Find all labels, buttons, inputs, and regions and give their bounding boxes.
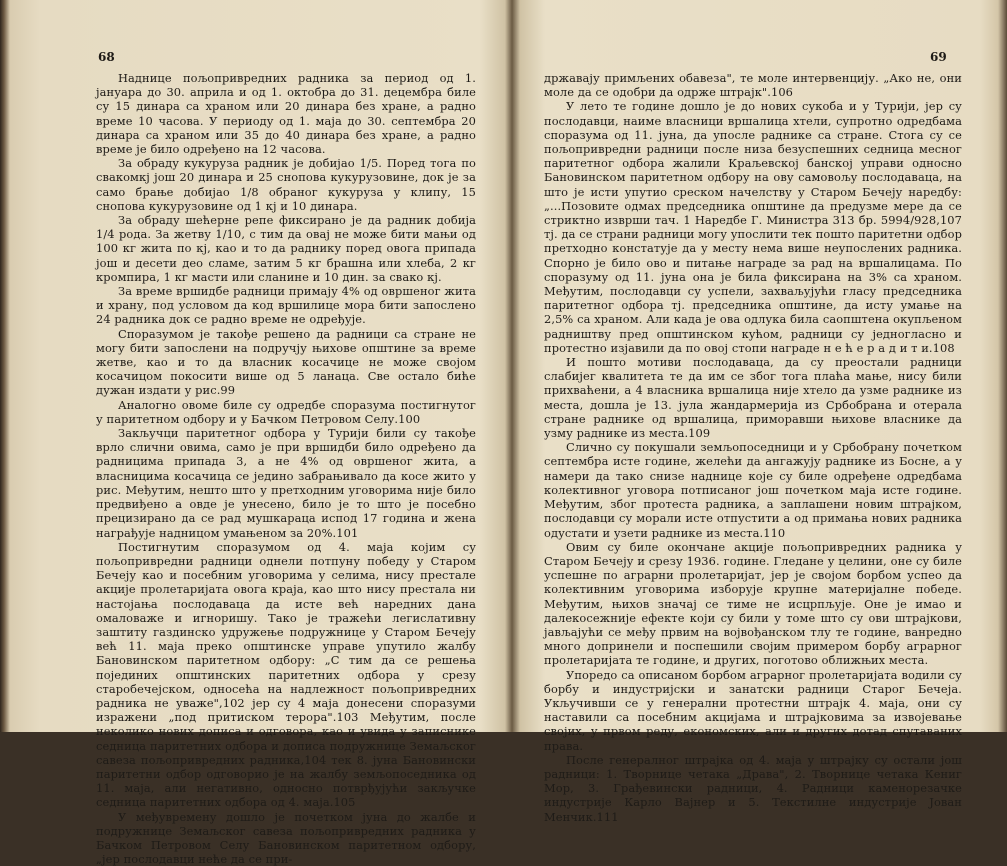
paragraph: Споразумом је такође решено да радници са стране не могу бити запослени на подручју њихове општине за време жетве, као и то да власник косачице не може својом косачицом покосити више од 5 ланаца. Све остало биће дужан издати у рис.99 [96,326,476,398]
paragraph: После генералног штрајка од 4. маја у штрајку су остали још радници: 1. Творнице четака „Драва", 2. Творнице четака Кениг Мор, 3. Грађевински радници, 4. Радници каменорезачке индустрије Карло Вајнер и 5. Текстилне индустрије Јован Менчик.111 [544,752,962,824]
page-number: 69 [930,50,947,64]
paragraph: Овим су биле окончане акције пољопривредних радника у Старом Бечеју и срезу 1936. године. Гледане у целини, оне су биле успешне по аграрни пролетаријат, јер је својом борбом успео да колективним уговорима изборује крупне материјалне победе. Међутим, њихов значај се тиме не исцрпљује. Оне је имао и далекосежније ефекте који су били у томе што су ови штрајкови, јављајући се међу првим на војвођанском тлу те године, ванредно много допринели и поспешили својим примером борбу аграрног пролетаријата те године, и других, поготово оближњих места. [544,539,962,668]
paragraph: За обраду шећерне репе фиксирано је да радник добија 1/4 рода. За жетву 1/10, с тим да овај не може бити мањи од 100 кг жита по кј, као и то да раднику поред овога припада још и десети део сламе, затим 5 кг брашна или хлеба, 2 кг кромпира, 1 кг масти или сланине и 10 дин. за свако кј. [96,213,476,284]
paragraph: државају примљених обавеза", те моле интервенцију. „Ако не, они моле да се одобри да одрже штрајк".106 [544,71,962,100]
page-body [544,71,962,824]
paragraph: Слично су покушали земљопоседници и у Србобрану почетком септембра исте године, желећи да ангажују раднике из Босне, а у намери да тако снизе наднице које су биле одређене одредбама колективног уговора потписаног још почетком маја исте године. Међутим, због протеста радника, а заплашени новим штрајком, послодавци су морали исте отпустити а од примања нових радника одустати и узети раднике из места.110 [544,440,962,540]
page-body [96,71,476,866]
left-page [12,0,508,866]
right-page [514,0,996,824]
paragraph: Наднице пољопривредних радника за период од 1. јануара до 30. априла и од 1. октобра до 31. децембра биле су 15 динара са храном или 20 динара без хране, а радно време 10 часова. У периоду од 1. маја до 30. септембра 20 динара са храном или 35 до 40 динара без хране, а радно време је било одређено на 12 часова. [96,71,476,157]
paragraph: Закључци паритетног одбора у Турији били су такође врло слични овима, само је при вршидби било одређено да радницима припада 3, а не 4% од овршеног жита, а власницима косачица се једино забрањивало да косе жито у рис. Међутим, нешто што у претходним уговорима није било предвиђено а овде је унесено, било је то што је посебно прецизирано да се рад мушкараца испод 17 година и жена награђује надницом умањеном за 20%.101 [96,426,476,540]
paragraph: У лето те године дошло је до нових сукоба и у Турији, јер су послодавци, наиме власници вршалица хтели, супротно одредбама споразума од 11. јуна, да упосле раднике са стране. Стога су се пољопривредни радници после низа безуспешних седница месног паритетног одбора жалили Краљевској банској управи односно Бановинском паритетном одбору на ову самовољу послодаваца, на што је исти упутио среском начелству у Старом Бечеју наредбу: „...Позовите одмах председника општине да предузме мере да се стриктно изврши тач. 1 Наредбе Г. Министра 313 бр. 5994/928,107 тј. да се страни радници могу упослити тек пошто паритетни одбор претходно констатује да у месту нема више неупослених радника. Спорно је било ово и питање награде за рад на вршалицама. По споразуму од 11. јуна она је била фиксирана на 3% са храном. Међутим, послодавци су успели, захваљујући гласу председника паритетног одбора тј. председника општине, да исту умањe на 2,5% са храном. Али када је ова одлука била саопштена окупљеном радништву пред општинском кућом, радници су једногласно и протестно изјавили да по овој стопи награде н е ћ е р а д и т и.108 [544,99,962,355]
paragraph: И пошто мотиви послодаваца, да су преостали радници слабијег квалитета те да им се због тога плаћа мање, нису били прихваћени, а 4 власника вршалица није хтело да узме раднике из места, дошла је 13. јула жандармерија из Србобрана и отерала стране раднике од вршалица, приморавши њихове власнике да узму раднике из места.109 [544,355,962,441]
paragraph: За време вршидбе радници примају 4% од овршеног жита и храну, под условом да код вршилице мора бити запослено 24 радника док се радно време не одређује. [96,284,476,327]
paragraph: Упоредо са описаном борбом аграрног пролетаријата водили су борбу и индустријски и занатски радници Старог Бечеја. Укључивши се у генерални протестни штрајк 4. маја, они су наставили са посебним акцијама и штрајковима за извојевање својих, у првом реду, економских, али и других дотад спутаваних права. [544,667,962,753]
paragraph: Аналогно овоме биле су одредбе споразума постигнутог у паритетном одбору и у Бачком Петровом Селу.100 [96,397,476,426]
paragraph: У међувремену дошло је почетком јуна до жалбе и подружнице Земаљског савеза пољопривредних радника у Бачком Петровом Селу Бановинском паритетном одбору, „јер послодавци неће да се при- [96,809,476,866]
paragraph: Постигнутим споразумом од 4. маја којим су пољопривредни радници однели потпуну победу у Старом Бечеју као и посебним уговорима у селима, нису престале акције пролетаријата овога краја, као што нису престала ни настојања послодаваца да исте већ наредних дана омаловаже и игноришу. Тако је тражећи легислативну заштиту газдинско удружење подружнице у Старом Бечеју већ 11. маја преко општинске управе упутило жалбу Бановинском паритетном одбору: „С тим да се решења појединих општинских паритетних одбора у срезу старобечејском, односећа на надлежност пољопривредних радника не уважe",102 јер су 4 маја донесени споразуми изражени „под притиском терора".103 Међутим, после неколико нових дописа и одговора, као и увида у записнике седница паритетних одбора и дописа подружнице Земаљског савеза пољопривредних радника,104 тек 8. јуна Бановински паритетни одбор одговорио је на жалбу земљопоседника од 11. маја, али негативно, односно потврђујући закључке седница паритетних одбора од 4. маја.105 [96,539,476,810]
paragraph: За обраду кукуруза радник је добијао 1/5. Поред тога по свакомкј још 20 динара и 25 снопова кукурузовине, док је за само брање добијао 1/8 обраног кукуруза у клипу, 15 снопова кукурузовине од 1 кј и 10 динара. [96,156,476,213]
page-number: 68 [98,50,115,64]
